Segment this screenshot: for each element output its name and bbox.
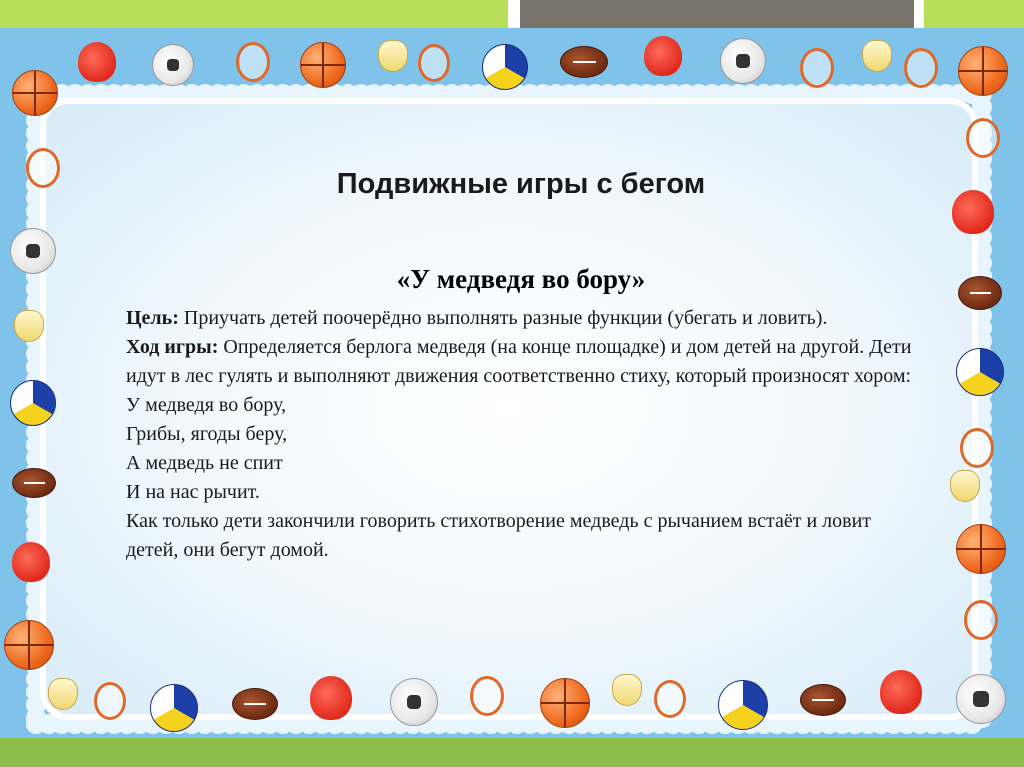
rugby-ball-icon	[958, 276, 1002, 310]
ping-pong-paddle-icon	[880, 670, 922, 714]
shuttlecock-icon	[48, 678, 78, 710]
top-accent-bar-right	[924, 0, 1024, 28]
volleyball-icon	[10, 380, 56, 426]
process-text: Определяется берлога медведя (на конце площадке) и дом детей на другой. Дети идут в лес гулять и выполняют движения соответственно стиху, который произносят хором:	[126, 336, 912, 387]
tennis-racket-icon	[26, 148, 60, 188]
shuttlecock-icon	[378, 40, 408, 72]
volleyball-icon	[482, 44, 528, 90]
shuttlecock-icon	[14, 310, 44, 342]
soccer-ball-icon	[390, 678, 438, 726]
shuttlecock-icon	[862, 40, 892, 72]
tennis-racket-icon	[94, 682, 126, 720]
scallop-dot	[26, 708, 46, 728]
poem-line: У медведя во бору,	[126, 394, 287, 416]
rugby-ball-icon	[560, 46, 608, 78]
tennis-racket-icon	[654, 680, 686, 718]
basketball-icon	[540, 678, 590, 728]
tennis-racket-icon	[964, 600, 998, 640]
volleyball-icon	[150, 684, 198, 732]
poem-line: А медведь не спит	[126, 452, 283, 474]
basketball-icon	[958, 46, 1008, 96]
ping-pong-paddle-icon	[310, 676, 352, 720]
game-title: «У медведя во бору»	[396, 264, 646, 294]
shuttlecock-icon	[950, 470, 980, 502]
process-paragraph	[126, 333, 916, 391]
volleyball-icon	[718, 680, 768, 730]
ping-pong-paddle-icon	[78, 42, 116, 82]
tennis-racket-icon	[800, 48, 834, 88]
tennis-racket-icon	[418, 44, 450, 82]
bottom-accent-bar	[0, 738, 1024, 767]
basketball-icon	[4, 620, 54, 670]
ping-pong-paddle-icon	[644, 36, 682, 76]
shuttlecock-icon	[612, 674, 642, 706]
goal-label: Цель:	[126, 307, 179, 329]
tennis-racket-icon	[236, 42, 270, 82]
rugby-ball-icon	[800, 684, 846, 716]
soccer-ball-icon	[720, 38, 766, 84]
ping-pong-paddle-icon	[952, 190, 994, 234]
tennis-racket-icon	[966, 118, 1000, 158]
top-accent-bar-left	[0, 0, 508, 28]
top-accent-bar-middle	[520, 0, 914, 28]
ping-pong-paddle-icon	[12, 542, 50, 582]
volleyball-icon	[956, 348, 1004, 396]
rugby-ball-icon	[232, 688, 278, 720]
goal-text: Приучать детей поочерёдно выполнять разные функции (убегать и ловить).	[178, 307, 828, 329]
tennis-racket-icon	[960, 428, 994, 468]
process-label: Ход игры:	[126, 336, 219, 358]
soccer-ball-icon	[152, 44, 194, 86]
rugby-ball-icon	[12, 468, 56, 498]
soccer-ball-icon	[956, 674, 1006, 724]
poem-line: Грибы, ягоды беру,	[126, 423, 288, 445]
goal-paragraph	[126, 304, 916, 333]
tennis-racket-icon	[904, 48, 938, 88]
game-description	[126, 304, 916, 565]
ending-paragraph: Как только дети закончили говорить стихотворение медведь с рычанием встаёт и ловит детей, они бегут домой.	[126, 510, 872, 561]
soccer-ball-icon	[10, 228, 56, 274]
basketball-icon	[300, 42, 346, 88]
basketball-icon	[956, 524, 1006, 574]
basketball-icon	[12, 70, 58, 116]
tennis-racket-icon	[470, 676, 504, 716]
poem-line: И на нас рычит.	[126, 481, 260, 503]
slide-title: Подвижные игры с бегом	[336, 168, 706, 200]
